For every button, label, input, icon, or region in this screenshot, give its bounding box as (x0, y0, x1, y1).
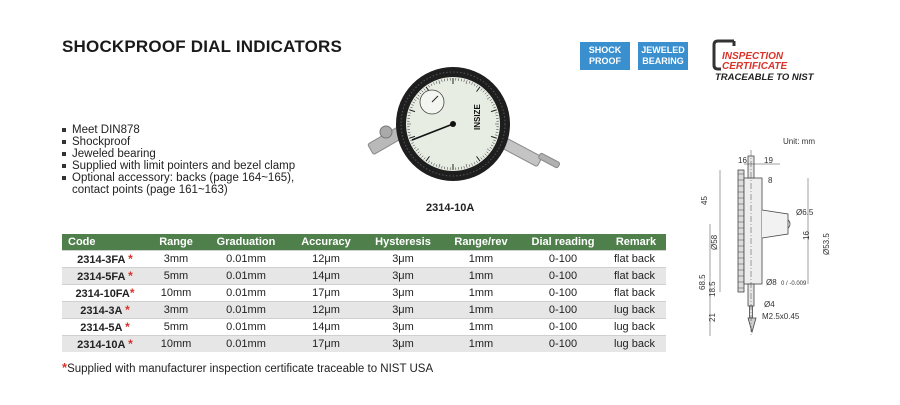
dimension-label: 16 (738, 156, 747, 165)
range-rev-cell: 1mm (442, 268, 520, 285)
column-header: Hysteresis (364, 234, 442, 251)
remark-cell: lug back (606, 319, 666, 336)
dimension-label: 16 (802, 231, 811, 240)
feature-list (62, 124, 295, 196)
feature-item: Optional accessory: backs (page 164~165), (62, 172, 295, 184)
nist-mark: * (128, 269, 133, 283)
table-row (62, 336, 666, 353)
code-cell (62, 285, 148, 302)
badge-line: JEWELED (641, 45, 685, 55)
certificate-line-3: TRACEABLE TO NIST (715, 72, 814, 83)
dimension-label: 68.5 (698, 274, 707, 290)
dimension-label: Ø53.5 (822, 233, 831, 255)
range-cell: 10mm (148, 285, 204, 302)
code-cell (62, 319, 148, 336)
table-row (62, 302, 666, 319)
range-cell: 3mm (148, 302, 204, 319)
table-row (62, 251, 666, 268)
column-header: Range (148, 234, 204, 251)
dimension-label: 19 (764, 156, 773, 165)
range-rev-cell: 1mm (442, 285, 520, 302)
bezel-side (738, 170, 744, 292)
table-row (62, 285, 666, 302)
dial-indicator-image (360, 62, 580, 202)
dimension-label: M2.5x0.45 (762, 312, 800, 321)
graduation-cell: 0.01mm (204, 336, 288, 353)
feature-item: Jeweled bearing (62, 148, 295, 160)
column-header: Graduation (204, 234, 288, 251)
feature-item: Supplied with limit pointers and bezel clamp (62, 160, 295, 172)
code-text: 2314-5FA (77, 271, 126, 283)
specification-table (62, 234, 666, 352)
range-cell: 3mm (148, 251, 204, 268)
code-text: 2314-10FA (75, 288, 130, 300)
graduation-cell: 0.01mm (204, 285, 288, 302)
remark-cell: lug back (606, 302, 666, 319)
inspection-certificate-logo (712, 38, 824, 82)
code-cell (62, 336, 148, 353)
hysteresis-cell: 3μm (364, 336, 442, 353)
hysteresis-cell: 3μm (364, 268, 442, 285)
feature-item-continuation: contact points (page 161~163) (72, 184, 228, 196)
page-title: SHOCKPROOF DIAL INDICATORS (62, 37, 343, 56)
dimension-label: 21 (708, 313, 717, 322)
bezel-clamp (380, 126, 392, 138)
certificate-line-1: INSPECTION (722, 51, 784, 62)
accuracy-cell: 14μm (288, 268, 364, 285)
nist-mark: * (129, 286, 135, 300)
range-rev-cell: 1mm (442, 251, 520, 268)
accuracy-cell: 17μm (288, 285, 364, 302)
dial-reading-cell: 0-100 (520, 302, 606, 319)
nist-mark: * (125, 303, 130, 317)
remark-cell: lug back (606, 336, 666, 353)
badge-line: BEARING (642, 56, 684, 66)
dial-reading-cell: 0-100 (520, 336, 606, 353)
nist-mark: * (128, 252, 133, 266)
accuracy-cell: 12μm (288, 251, 364, 268)
tolerance-label: 0 / -0.009 (781, 281, 807, 287)
graduation-cell: 0.01mm (204, 302, 288, 319)
graduation-cell: 0.01mm (204, 251, 288, 268)
brand-logo: INSIZE (473, 104, 482, 130)
dial-reading-cell: 0-100 (520, 268, 606, 285)
hysteresis-cell: 3μm (364, 302, 442, 319)
remark-cell: flat back (606, 251, 666, 268)
certificate-line-2: CERTIFICATE (722, 61, 788, 72)
dial-reading-cell: 0-100 (520, 251, 606, 268)
graduation-cell: 0.01mm (204, 319, 288, 336)
remark-cell: flat back (606, 285, 666, 302)
range-rev-cell: 1mm (442, 302, 520, 319)
dimension-label: 18.5 (708, 281, 717, 297)
dimension-label: Ø8 (766, 278, 777, 287)
contact-point-side (748, 318, 756, 332)
unit-label: Unit: mm (783, 137, 815, 146)
footnote-text: Supplied with manufacturer inspection certificate traceable to NIST USA (67, 363, 434, 375)
code-cell (62, 268, 148, 285)
hysteresis-cell: 3μm (364, 251, 442, 268)
code-text: 2314-3FA (77, 254, 126, 266)
code-cell (62, 302, 148, 319)
jeweled-bearing-badge (638, 42, 688, 70)
footnote-mark: * (62, 360, 68, 375)
table-row (62, 268, 666, 285)
feature-item: Shockproof (62, 136, 295, 148)
accuracy-cell: 12μm (288, 302, 364, 319)
dimension-label: 8 (768, 176, 773, 185)
column-header: Dial reading (520, 234, 606, 251)
badge-line: PROOF (588, 56, 621, 66)
body-side (744, 178, 762, 284)
dial-reading-cell: 0-100 (520, 285, 606, 302)
feature-item: Meet DIN878 (62, 124, 295, 136)
hysteresis-cell: 3μm (364, 285, 442, 302)
remark-cell: flat back (606, 268, 666, 285)
dimension-label: Ø6.5 (796, 208, 814, 217)
image-caption: 2314-10A (426, 202, 475, 214)
table-header-row (62, 234, 666, 251)
hysteresis-cell: 3μm (364, 319, 442, 336)
nist-mark: * (125, 320, 130, 334)
footnote (62, 360, 433, 375)
range-rev-cell: 1mm (442, 319, 520, 336)
column-header: Accuracy (288, 234, 364, 251)
code-text: 2314-10A (77, 339, 126, 351)
nist-mark: * (128, 337, 133, 351)
code-cell (62, 251, 148, 268)
range-rev-cell: 1mm (442, 336, 520, 353)
range-cell: 5mm (148, 268, 204, 285)
column-header: Range/rev (442, 234, 520, 251)
code-text: 2314-5A (80, 322, 123, 334)
dimension-label: 45 (700, 196, 709, 205)
range-cell: 5mm (148, 319, 204, 336)
accuracy-cell: 17μm (288, 336, 364, 353)
badge-line: SHOCK (588, 45, 622, 55)
dial-reading-cell: 0-100 (520, 319, 606, 336)
contact-point (538, 153, 560, 169)
table-row (62, 319, 666, 336)
column-header: Code (62, 234, 148, 251)
dimension-label: Ø4 (764, 300, 775, 309)
code-text: 2314-3A (80, 305, 123, 317)
graduation-cell: 0.01mm (204, 268, 288, 285)
shockproof-badge (580, 42, 630, 70)
accuracy-cell: 14μm (288, 319, 364, 336)
column-header: Remark (606, 234, 666, 251)
range-cell: 10mm (148, 336, 204, 353)
dimension-label: Ø58 (710, 234, 719, 250)
